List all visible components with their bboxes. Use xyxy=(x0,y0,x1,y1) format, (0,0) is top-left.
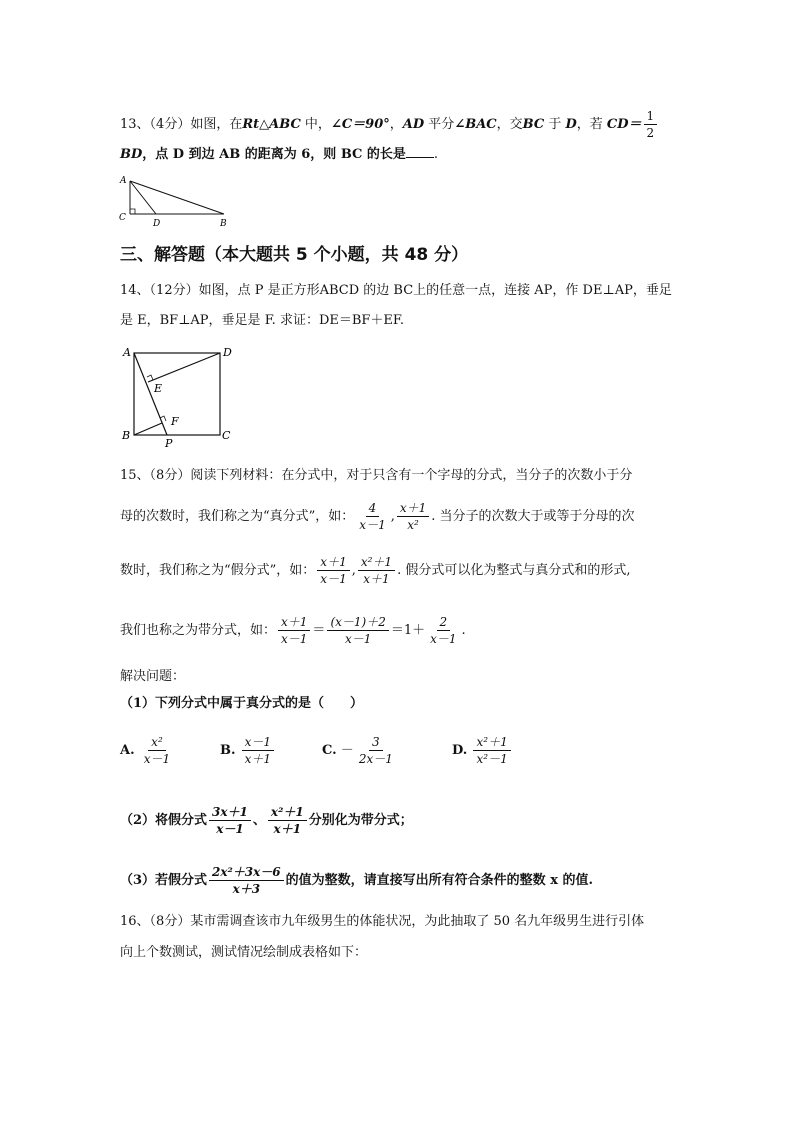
fraction-denominator: x＋1 xyxy=(363,572,390,586)
option-b[interactable] xyxy=(220,734,276,767)
q13-bc: BC xyxy=(522,117,545,132)
option-label: B. xyxy=(220,743,236,758)
fraction-denominator: x－1 xyxy=(344,632,372,646)
q13-text: . xyxy=(433,147,439,162)
q15-text: ＝1＋ xyxy=(390,623,426,638)
label-e: E xyxy=(154,382,163,395)
fraction-denominator: x－1 xyxy=(359,518,386,532)
q15-line4 xyxy=(120,614,466,647)
option-d-fraction xyxy=(473,734,510,767)
fraction-numerator: x＋1 xyxy=(317,554,349,571)
segment-ap xyxy=(134,353,167,435)
equals: ＝ xyxy=(312,623,326,638)
fraction-numerator: x－1 xyxy=(242,734,274,751)
example-fraction-6 xyxy=(327,614,388,647)
example-fraction-1 xyxy=(356,500,388,533)
q15-text: 分别化为带分式； xyxy=(308,813,413,828)
q13-text: 平分 xyxy=(424,117,455,132)
option-d[interactable] xyxy=(452,734,513,767)
q13-text: 13、（4分）如图，在 xyxy=(120,117,243,132)
fraction-denominator: x－1 xyxy=(320,572,347,586)
fraction-denominator: x－1 xyxy=(281,632,308,646)
fraction-denominator: 2 xyxy=(646,126,655,140)
label-f: F xyxy=(171,415,179,428)
option-a[interactable] xyxy=(120,734,175,767)
q15-text: . xyxy=(461,623,466,638)
q16-line1: 16、（8分）某市需调查该市九年级男生的体能状况，为此抽取了 50 名九年级男生进行引体 xyxy=(120,914,645,929)
fraction-numerator: (x－1)＋2 xyxy=(327,614,388,631)
q14-line2: 是 E，BF⊥AP，垂足是 F. 求证：DE＝BF＋EF. xyxy=(120,313,405,328)
fraction-denominator: x－1 xyxy=(143,752,171,766)
example-fraction-5 xyxy=(278,614,310,647)
option-c-fraction xyxy=(356,734,396,767)
q13-line1 xyxy=(120,108,659,141)
label-b: B xyxy=(220,219,227,228)
label-d: D xyxy=(153,219,161,228)
q14-figure xyxy=(118,342,242,450)
q15-line1: 15、（8分）阅读下列材料：在分式中，对于只含有一个字母的分式，当分子的次数小于分 xyxy=(120,468,633,483)
example-fraction-4 xyxy=(358,554,395,587)
fraction-numerator: x＋1 xyxy=(397,500,429,517)
fraction-numerator: 4 xyxy=(366,500,380,517)
separator: 、 xyxy=(252,813,266,828)
fraction-numerator: 2x²＋3x－6 xyxy=(209,864,284,881)
q15-text: . 当分子的次数大于或等于分母的次 xyxy=(431,509,635,524)
q13-line2 xyxy=(120,145,438,165)
label-d: D xyxy=(223,346,232,359)
q13-triangle: Rt△ABC xyxy=(242,117,301,132)
q13-d: D xyxy=(565,117,577,132)
fraction-numerator: x＋1 xyxy=(278,614,310,631)
fraction-numerator: 3x＋1 xyxy=(209,804,251,821)
q13-bd: BD xyxy=(120,147,143,162)
q13-angle-bac: ∠BAC xyxy=(454,117,497,132)
label-a: A xyxy=(123,346,131,359)
q13-text: ， xyxy=(389,117,403,132)
part2-fraction-2 xyxy=(268,804,307,837)
option-label: C. xyxy=(322,743,337,758)
q15-text: （2）将假分式 xyxy=(120,813,208,828)
fraction-numerator: x²＋1 xyxy=(473,734,510,751)
q15-part3 xyxy=(120,864,593,897)
example-fraction-7 xyxy=(427,614,459,647)
example-fraction-2 xyxy=(397,500,429,533)
fraction-numerator: 2 xyxy=(437,614,451,631)
q15-part1: （1）下列分式中属于真分式的是（ ） xyxy=(120,696,364,711)
q15-text: 的值为整数，请直接写出所有符合条件的整数 x 的值. xyxy=(285,873,594,888)
q13-half-fraction xyxy=(644,108,658,141)
q13-text: 于 xyxy=(544,117,566,132)
q13-text: ，点 D 到边 AB 的距离为 6，则 BC 的长是 xyxy=(142,147,406,162)
q13-text: 中， xyxy=(300,117,331,132)
q15-line3 xyxy=(120,554,630,587)
q13-figure xyxy=(116,172,236,228)
fraction-denominator: x＋1 xyxy=(273,822,302,836)
fraction-denominator: x＋3 xyxy=(232,882,261,896)
fraction-denominator: x²－1 xyxy=(476,752,508,766)
option-b-fraction xyxy=(242,734,274,767)
fraction-numerator: x²＋1 xyxy=(268,804,307,821)
q15-text: . 假分式可以化为整式与真分式和的形式, xyxy=(397,563,631,578)
fraction-denominator: 2x－1 xyxy=(358,752,393,766)
q14-line1: 14、（12分）如图，点 P 是正方形ABCD 的边 BC上的任意一点，连接 AP，作 DE⊥AP，垂足 xyxy=(120,283,672,298)
option-label: D. xyxy=(452,743,468,758)
segment-de xyxy=(148,353,220,382)
fraction-denominator: x² xyxy=(407,518,419,532)
q15-part2 xyxy=(120,804,413,837)
part2-fraction-1 xyxy=(209,804,251,837)
fraction-denominator: x－1 xyxy=(430,632,457,646)
q13-ad: AD xyxy=(402,117,425,132)
option-label: A. xyxy=(120,743,135,758)
q16-line2: 向上个数测试，测试情况绘制成表格如下： xyxy=(120,945,368,960)
q15-text: 母的次数时，我们称之为“真分式”，如： xyxy=(120,509,355,524)
fraction-numerator: 1 xyxy=(644,108,658,125)
part3-fraction xyxy=(209,864,284,897)
label-a: A xyxy=(120,176,127,186)
q15-text: 我们也称之为带分式，如： xyxy=(120,623,277,638)
right-angle-mark xyxy=(130,209,135,214)
minus-sign: － xyxy=(340,743,354,758)
q13-angle-c: ∠C＝90° xyxy=(330,117,390,132)
comma: , xyxy=(351,563,356,578)
fraction-numerator: x² xyxy=(148,734,166,751)
q13-cd: CD＝ xyxy=(606,117,642,132)
segment-bf xyxy=(134,423,162,435)
fraction-numerator: x²＋1 xyxy=(358,554,395,571)
fraction-denominator: x－1 xyxy=(216,822,244,836)
q15-text: 数时，我们称之为“假分式”，如： xyxy=(120,563,316,578)
q13-text: ，若 xyxy=(576,117,607,132)
fraction-denominator: x＋1 xyxy=(244,752,272,766)
label-b: B xyxy=(122,429,131,442)
option-c[interactable] xyxy=(322,734,398,767)
section-title: 三、解答题（本大题共 5 个小题，共 48 分） xyxy=(120,245,469,265)
q13-text: ，交 xyxy=(496,117,523,132)
label-c: C xyxy=(222,429,231,442)
q15-line2 xyxy=(120,500,635,533)
q15-text: （3）若假分式 xyxy=(120,873,208,888)
example-fraction-3 xyxy=(317,554,349,587)
fraction-numerator: 3 xyxy=(369,734,383,751)
edge-ab xyxy=(130,181,224,214)
comma: , xyxy=(390,509,395,524)
label-p: P xyxy=(165,437,173,450)
right-angle-mark-e xyxy=(147,375,153,380)
label-c: C xyxy=(119,213,126,223)
answer-blank xyxy=(406,145,434,158)
q15-solve-heading: 解决问题： xyxy=(120,669,186,684)
option-a-fraction xyxy=(141,734,173,767)
